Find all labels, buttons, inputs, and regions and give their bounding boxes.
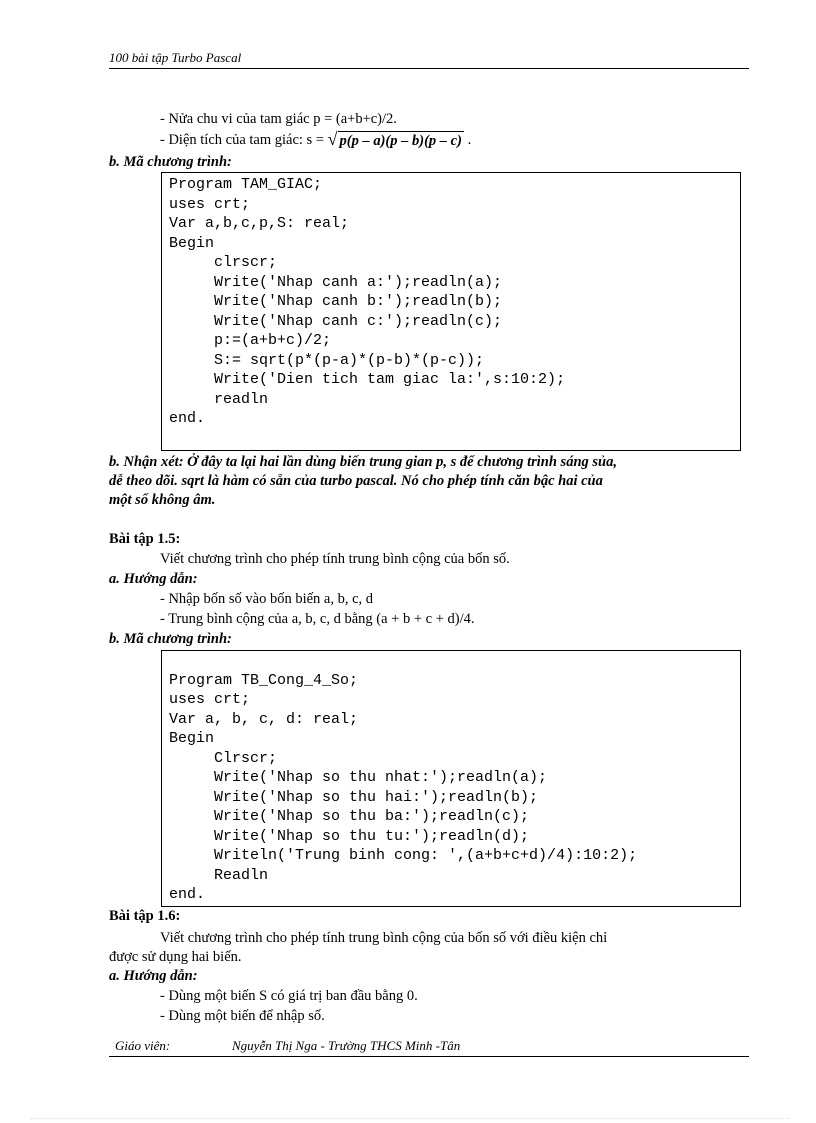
remark-line-2: dễ theo dõi. sqrt là hàm có sẵn của turbo pascal. Nó cho phép tính căn bậc hai của	[109, 473, 603, 489]
exercise-1-6-guide-heading: a. Hướng dẫn:	[109, 968, 198, 984]
code-line	[169, 651, 637, 671]
code-line: uses crt;	[169, 691, 251, 708]
code-lines-1	[169, 175, 565, 429]
code-line: Write('Nhap canh b:');readln(b);	[169, 293, 503, 310]
code-line: Clrscr;	[169, 749, 278, 767]
code-line: Write('Nhap so thu nhat:');readln(a);	[169, 769, 548, 786]
code-line: Write('Nhap so thu hai:');readln(b);	[169, 788, 539, 806]
area-formula-prefix: - Diện tích của tam giác: s =	[160, 131, 324, 148]
sqrt-radicand: p(p – a)(p – b)(p – c)	[339, 133, 462, 149]
code-line: Readln	[169, 866, 269, 884]
code-line: Begin	[169, 730, 215, 747]
exercise-1-6-title: Bài tập 1.6:	[109, 908, 181, 924]
exercise-1-6-description-2: được sử dụng hai biến.	[109, 949, 242, 965]
remark-line-3: một số không âm.	[109, 492, 216, 508]
code-block-tb-cong	[161, 650, 741, 907]
code-line: readln	[169, 390, 269, 408]
footer-author: Nguyễn Thị Nga - Trường THCS Minh -Tân	[232, 1038, 461, 1053]
header-rule	[109, 68, 749, 69]
code-line: Write('Nhap canh c:');readln(c);	[169, 312, 503, 330]
exercise-1-6-description-1: Viết chương trình cho phép tính trung bình cộng của bốn số với điều kiện chỉ	[160, 930, 608, 946]
code-line: Begin	[169, 234, 215, 252]
area-formula-line	[160, 130, 471, 151]
code-line: end.	[169, 886, 206, 903]
code-heading-1: b. Mã chương trình:	[109, 154, 232, 170]
exercise-1-5-title: Bài tập 1.5:	[109, 531, 181, 547]
code-line: Write('Nhap so thu ba:');readln(c);	[169, 808, 530, 825]
code-line: Write('Nhap so thu tu:');readln(d);	[169, 827, 530, 845]
page-bottom-border	[30, 1118, 790, 1119]
semi-perimeter-line: - Nửa chu vi của tam giác p = (a+b+c)/2.	[160, 111, 397, 127]
code-line: Var a, b, c, d: real;	[169, 710, 359, 728]
exercise-1-5-guide-heading: a. Hướng dẫn:	[109, 571, 198, 587]
exercise-1-5-guide-1: - Nhập bốn số vào bốn biến a, b, c, d	[160, 591, 374, 607]
area-formula-suffix: .	[467, 131, 472, 148]
sqrt-sign-icon: √	[327, 129, 338, 149]
code-line: Program TB_Cong_4_So;	[169, 671, 359, 689]
code-line: p:=(a+b+c)/2;	[169, 332, 332, 349]
sqrt-expression	[328, 130, 464, 151]
page-header-title: 100 bài tập Turbo Pascal	[109, 50, 242, 65]
exercise-1-6-guide-1: - Dùng một biến S có giá trị ban đầu bằng 0.	[160, 988, 418, 1004]
code-lines-2	[169, 651, 637, 905]
exercise-1-6-guide-2: - Dùng một biến để nhập số.	[160, 1008, 325, 1024]
exercise-1-5-guide-2: - Trung bình cộng của a, b, c, d bằng (a + b + c + d)/4.	[160, 611, 475, 627]
code-line: Writeln('Trung binh cong: ',(a+b+c+d)/4):10:2);	[169, 847, 638, 864]
footer-label: Giáo viên:	[115, 1038, 171, 1053]
code-line: end.	[169, 410, 206, 427]
code-line: Program TAM_GIAC;	[169, 176, 323, 193]
code-line: uses crt;	[169, 195, 251, 213]
code-line: Write('Dien tich tam giac la:',s:10:2);	[169, 371, 566, 388]
exercise-1-5-description: Viết chương trình cho phép tính trung bình cộng của bốn số.	[160, 551, 510, 567]
code-line: Write('Nhap canh a:');readln(a);	[169, 273, 503, 291]
code-line: S:= sqrt(p*(p-a)*(p-b)*(p-c));	[169, 351, 485, 369]
code-line: clrscr;	[169, 254, 278, 271]
code-heading-2: b. Mã chương trình:	[109, 631, 232, 647]
code-line: Var a,b,c,p,S: real;	[169, 215, 350, 232]
remark-line-1: b. Nhận xét: Ở đây ta lại hai lần dùng biến trung gian p, s để chương trình sáng sủa,	[109, 454, 617, 470]
code-block-tam-giac	[161, 172, 741, 451]
footer-rule	[109, 1056, 749, 1057]
